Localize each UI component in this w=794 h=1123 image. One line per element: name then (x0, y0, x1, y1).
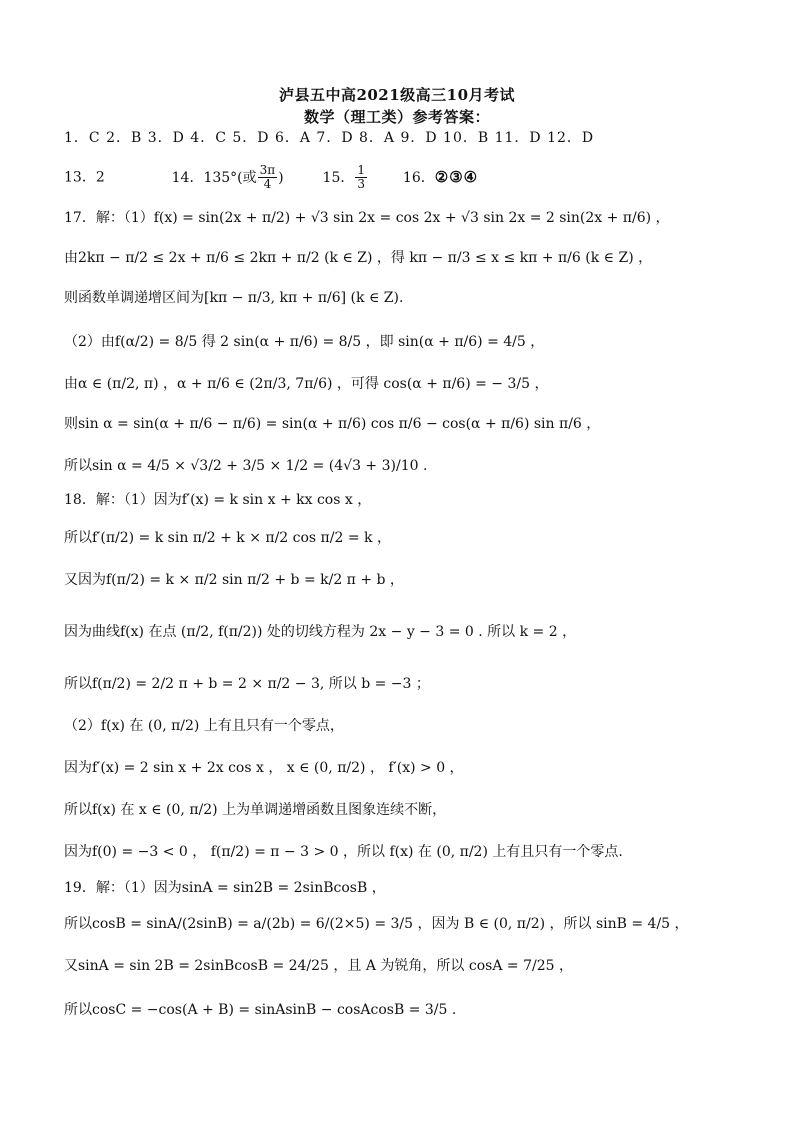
math-expression: 2kπ − π/2 ≤ 2x + π/6 ≤ 2kπ + π/2 (k ∈ Z) ，得 kπ − π/3 ≤ x ≤ kπ + π/6 (k ∈ Z) ， (78, 250, 653, 266)
circled-number: ② (434, 167, 449, 186)
math-expression: f′(π/2) = k sin π/2 + k × π/2 cos π/2 = k ， (92, 530, 391, 546)
q18-line-8: 所以f(x) 在 x ∈ (0, π/2) 上为单调递增函数且图象连续不断， (64, 802, 447, 818)
q18-line-4: 因为曲线f(x) 在点 (π/2, f(π/2)) 处的切线方程为 2x − y − 3 = 0 . 所以 k = 2 ， (64, 624, 577, 640)
q13-answer: 13．2 (64, 169, 105, 186)
math-expression: f(α/2) = 8/5 得 2 sin(α + π/6) = 8/5 ，即 sin(α + π/6) = 4/5 ， (114, 334, 545, 350)
q18-line-3: 又因为f(π/2) = k × π/2 sin π/2 + b = k/2 π + b ， (64, 572, 404, 588)
math-expression: sinA = sin 2B = 2sinBcosB = 24/25 ，且 A 为锐角，所以 cosA = 7/25 ， (78, 958, 573, 974)
math-expression: f(0) = −3 < 0 ， f(π/2) = π − 3 > 0 ，所以 f(x) 在 (0, π/2) 上有且只有一个零点. (92, 844, 623, 860)
q18-line-1: 18．解：（1）因为f′(x) = k sin x + kx cos x ， (64, 492, 372, 508)
math-expression: [kπ − π/3, kπ + π/6] (k ∈ Z). (204, 290, 404, 306)
q17-line-7: 所以sin α = 4/5 × √3/2 + 3/5 × 1/2 = (4√3 + 3)/10 . (64, 458, 428, 474)
fill-in-answers (64, 164, 478, 191)
q16-answer: 16．②③④ (402, 167, 478, 186)
q17-line-3: 则函数单调递增区间为[kπ − π/3, kπ + π/6] (k ∈ Z). (64, 290, 404, 306)
q14-answer: 14．135°(或 $\frac{3\pi}{4}$ ) (171, 163, 284, 191)
q18-line-7: 因为f′(x) = 2 sin x + 2x cos x ， x ∈ (0, π/2) ， f′(x) > 0 ， (64, 760, 464, 776)
circled-number: ④ (463, 167, 478, 186)
math-expression: sin α = sin(α + π/6 − π/6) = sin(α + π/6) cos π/6 − cos(α + π/6) sin π/6 ， (78, 416, 601, 432)
math-expression: f′(x) = k sin x + kx cos x ， (181, 492, 372, 508)
q18-line-6: （2）f(x) 在 (0, π/2) 上有且只有一个零点， (64, 718, 344, 734)
q15-answer: 15． $\frac{1}{3}$ (322, 163, 366, 191)
math-expression: sin α = 4/5 × √3/2 + 3/5 × 1/2 = (4√3 + 3)/10 . (92, 458, 428, 474)
math-expression: f(x) 在 (0, π/2) 上有且只有一个零点， (100, 718, 344, 734)
q18-line-9: 因为f(0) = −3 < 0 ， f(π/2) = π − 3 > 0 ，所以 f(x) 在 (0, π/2) 上有且只有一个零点. (64, 844, 623, 860)
math-expression: f(x) = sin(2x + π/2) + √3 sin 2x = cos 2x + √3 sin 2x = 2 sin(2x + π/6) ， (153, 210, 670, 226)
math-expression: f(x) 在点 (π/2, f(π/2)) 处的切线方程为 2x − y − 3 = 0 . 所以 k = 2 ， (120, 624, 577, 640)
q18-line-2: 所以f′(π/2) = k sin π/2 + k × π/2 cos π/2 = k ， (64, 530, 391, 546)
q17-line-5: 由α ∈ (π/2, π) ，α + π/6 ∈ (2π/3, 7π/6) ，可得 cos(α + π/6) = − 3/5 ， (64, 376, 549, 392)
multiple-choice-answers: 1．C 2．B 3．D 4．C 5．D 6．A 7．D 8．A 9．D 10．B 11．D 12．D (64, 130, 595, 146)
q17-line-4: （2）由f(α/2) = 8/5 得 2 sin(α + π/6) = 8/5 ，即 sin(α + π/6) = 4/5 ， (64, 334, 545, 350)
math-expression: cosB = sinA/(2sinB) = a/(2b) = 6/(2×5) = 3/5 ，因为 B ∈ (0, π/2) ，所以 sinB = 4/5 ， (92, 916, 689, 932)
math-expression: f(x) 在 x ∈ (0, π/2) 上为单调递增函数且图象连续不断， (92, 802, 447, 818)
exam-title: 泸县五中高2021级高三10月考试 (278, 86, 516, 104)
math-expression: f(π/2) = 2/2 π + b = 2 × π/2 − 3, 所以 b = −3 ； (92, 676, 430, 692)
math-expression: cosC = −cos(A + B) = sinAsinB − cosAcosB = 3/5 . (92, 1002, 457, 1018)
math-expression: sinA = sin2B = 2sinBcosB ， (181, 880, 386, 896)
math-expression: f(π/2) = k × π/2 sin π/2 + b = k/2 π + b ， (106, 572, 404, 588)
circled-number: ③ (449, 167, 463, 186)
q17-line-2: 由2kπ − π/2 ≤ 2x + π/6 ≤ 2kπ + π/2 (k ∈ Z) ，得 kπ − π/3 ≤ x ≤ kπ + π/6 (k ∈ Z) ， (64, 250, 653, 266)
q19-line-1: 19．解：（1）因为sinA = sin2B = 2sinBcosB ， (64, 880, 386, 896)
q19-line-2: 所以cosB = sinA/(2sinB) = a/(2b) = 6/(2×5) = 3/5 ，因为 B ∈ (0, π/2) ，所以 sinB = 4/5 ， (64, 916, 689, 932)
q17-line-1: 17．解：（1）f(x) = sin(2x + π/2) + √3 sin 2x = cos 2x + √3 sin 2x = 2 sin(2x + π/6) ， (64, 210, 670, 226)
q18-line-5: 所以f(π/2) = 2/2 π + b = 2 × π/2 − 3, 所以 b = −3 ； (64, 676, 430, 692)
math-expression: f′(x) = 2 sin x + 2x cos x ， x ∈ (0, π/2) ， f′(x) > 0 ， (92, 760, 464, 776)
q19-line-3: 又sinA = sin 2B = 2sinBcosB = 24/25 ，且 A 为锐角，所以 cosA = 7/25 ， (64, 958, 573, 974)
exam-subtitle: 数学（理工类）参考答案： (303, 108, 490, 126)
q19-line-4: 所以cosC = −cos(A + B) = sinAsinB − cosAcosB = 3/5 . (64, 1002, 457, 1018)
q17-line-6: 则sin α = sin(α + π/6 − π/6) = sin(α + π/6) cos π/6 − cos(α + π/6) sin π/6 ， (64, 416, 601, 432)
math-expression: α ∈ (π/2, π) ，α + π/6 ∈ (2π/3, 7π/6) ，可得 cos(α + π/6) = − 3/5 ， (78, 376, 549, 392)
